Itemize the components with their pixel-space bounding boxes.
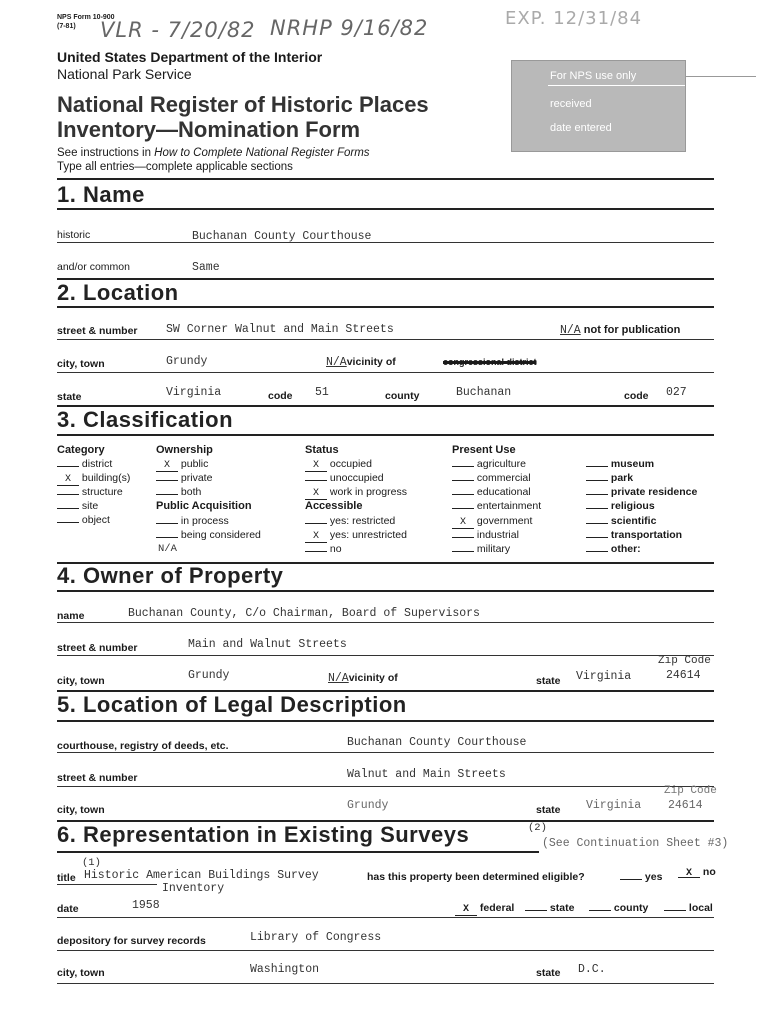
level-federal[interactable] xyxy=(455,902,514,916)
use-other-label: other: xyxy=(610,543,641,555)
status-unoccupied[interactable] xyxy=(305,472,384,484)
accessible-restricted-label: yes: restricted xyxy=(329,515,396,527)
section5-bottom-rule xyxy=(57,720,714,722)
location-street-line xyxy=(57,339,714,340)
nps-box-received: received xyxy=(550,98,592,110)
status-work-in-progress-label: work in progress xyxy=(329,486,407,498)
ownership-both-label: both xyxy=(180,486,202,498)
section1-bottom-rule xyxy=(57,208,714,210)
level-state[interactable] xyxy=(525,902,574,914)
continuation-sheet-note: (See Continuation Sheet #3) xyxy=(542,837,729,850)
category-structure[interactable] xyxy=(57,486,123,498)
handwritten-vlr-date: VLR - 7/20/82 xyxy=(100,18,256,42)
accessible-unrestricted-label: yes: unrestricted xyxy=(329,529,407,541)
checkbox-private-residence[interactable] xyxy=(586,494,608,495)
location-city-field[interactable]: Grundy xyxy=(166,355,208,368)
section4-bottom-rule xyxy=(57,590,714,592)
county-label: county xyxy=(385,390,420,402)
section1-heading: 1. Name xyxy=(57,182,145,207)
nps-box-tail-line xyxy=(686,76,756,77)
level-local[interactable] xyxy=(664,902,713,914)
checkbox-structure[interactable] xyxy=(57,494,79,495)
depository-label: depository for survey records xyxy=(57,935,206,947)
ownership-private[interactable] xyxy=(156,472,212,484)
checkbox-both[interactable] xyxy=(156,494,178,495)
checkbox-industrial[interactable] xyxy=(452,537,474,538)
checkbox-state-level[interactable] xyxy=(525,910,547,911)
location-county-field[interactable]: Buchanan xyxy=(456,386,512,399)
owner-street-line xyxy=(57,655,714,656)
form-title-line2: Inventory—Nomination Form xyxy=(57,117,361,142)
owner-zip-label: Zip Code xyxy=(658,655,711,667)
section2-heading: 2. Location xyxy=(57,280,179,305)
section2-bottom-rule xyxy=(57,306,714,308)
category-structure-label: structure xyxy=(81,486,123,498)
checkbox-scientific[interactable] xyxy=(586,523,608,524)
survey-title-line xyxy=(57,884,157,885)
eligible-no[interactable] xyxy=(678,866,716,878)
checkbox-county-level[interactable] xyxy=(589,910,611,911)
level-county-label: county xyxy=(613,902,649,914)
use-private-residence[interactable] xyxy=(586,486,697,498)
checkbox-other[interactable] xyxy=(586,551,608,552)
historic-name-field[interactable]: Buchanan County Courthouse xyxy=(192,230,372,243)
owner-vicinity-value[interactable]: N/A xyxy=(328,672,349,685)
use-agriculture[interactable] xyxy=(452,458,526,470)
state-label: state xyxy=(57,391,82,403)
section6-heading: 6. Representation in Existing Surveys xyxy=(57,822,470,847)
category-header: Category xyxy=(57,444,105,456)
category-buildings-label: building(s) xyxy=(81,472,131,484)
use-museum[interactable] xyxy=(586,458,654,470)
nps-box-date-entered: date entered xyxy=(550,122,612,134)
use-entertainment[interactable] xyxy=(452,500,541,512)
owner-vicinity-label: vicinity of xyxy=(348,672,398,684)
level-local-label: local xyxy=(688,902,713,914)
use-commercial[interactable] xyxy=(452,472,531,484)
checkbox-district[interactable] xyxy=(57,466,79,467)
section4-heading: 4. Owner of Property xyxy=(57,563,284,588)
checkbox-unoccupied[interactable] xyxy=(305,480,327,481)
not-for-publication-label: not for publication xyxy=(580,324,681,336)
checkbox-buildings[interactable]: X xyxy=(57,475,79,486)
accessible-header: Accessible xyxy=(305,500,363,512)
survey-title-field-line2[interactable]: Inventory xyxy=(162,882,225,895)
owner-zip-field[interactable]: 24614 xyxy=(666,669,701,682)
location-street-field[interactable]: SW Corner Walnut and Main Streets xyxy=(166,323,394,336)
survey-date-line xyxy=(57,917,714,918)
eligible-yes[interactable] xyxy=(620,871,662,883)
checkbox-local-level[interactable] xyxy=(664,910,686,911)
owner-state-field[interactable]: Virginia xyxy=(576,670,632,683)
state-code-label: code xyxy=(268,390,293,402)
category-buildings[interactable] xyxy=(57,472,130,486)
instructions-line1 xyxy=(57,147,370,159)
accessible-unrestricted[interactable] xyxy=(305,529,407,543)
survey-title-field[interactable]: Historic American Buildings Survey xyxy=(84,869,319,882)
owner-name-field[interactable]: Buchanan County, C/o Chairman, Board of Supervisors xyxy=(128,607,480,620)
checkbox-eligible-yes[interactable] xyxy=(620,879,642,880)
use-educational-label: educational xyxy=(476,486,531,498)
use-transportation-label: transportation xyxy=(610,529,683,541)
use-military-label: military xyxy=(476,543,511,555)
instructions-line2: Type all entries—complete applicable sections xyxy=(57,161,293,173)
checkbox-transportation[interactable] xyxy=(586,537,608,538)
historic-label: historic xyxy=(57,229,91,241)
use-industrial[interactable] xyxy=(452,529,519,541)
legal-zip-field[interactable]: 24614 xyxy=(668,799,703,812)
checkbox-work-in-progress[interactable]: X xyxy=(305,489,327,500)
legal-street-field[interactable]: Walnut and Main Streets xyxy=(347,768,506,781)
use-private-residence-label: private residence xyxy=(610,486,698,498)
checkbox-museum[interactable] xyxy=(586,466,608,467)
eligibility-question: has this property been determined eligible? xyxy=(367,871,585,883)
legal-city-label: city, town xyxy=(57,804,105,816)
instructions-guide-title: How to Complete National Register Forms xyxy=(154,147,370,159)
county-code-label: code xyxy=(624,390,649,402)
status-work-in-progress[interactable] xyxy=(305,486,407,500)
depository-city-label: city, town xyxy=(57,967,105,979)
survey-date-field[interactable]: 1958 xyxy=(132,899,160,912)
not-for-publication-value[interactable]: N/A xyxy=(560,324,581,337)
owner-city-label: city, town xyxy=(57,675,105,687)
checkbox-entertainment[interactable] xyxy=(452,508,474,509)
checkbox-accessible-no[interactable] xyxy=(305,551,327,552)
ownership-private-label: private xyxy=(180,472,213,484)
acquisition-being-considered[interactable] xyxy=(156,529,261,541)
legal-street-label: street & number xyxy=(57,772,138,784)
handwritten-nrhp-date: NRHP 9/16/82 xyxy=(270,16,429,40)
section5-heading: 5. Location of Legal Description xyxy=(57,692,407,717)
use-park-label: park xyxy=(610,472,634,484)
use-government-label: government xyxy=(476,515,533,527)
checkbox-occupied[interactable]: X xyxy=(305,461,327,472)
courthouse-field[interactable]: Buchanan County Courthouse xyxy=(347,736,527,749)
owner-vicinity xyxy=(328,672,398,685)
status-occupied[interactable] xyxy=(305,458,372,472)
acquisition-in-process[interactable] xyxy=(156,515,229,527)
ownership-public[interactable] xyxy=(156,458,208,472)
owner-city-field[interactable]: Grundy xyxy=(188,669,230,682)
checkbox-military[interactable] xyxy=(452,551,474,552)
common-name-label: and/or common xyxy=(57,261,130,273)
nps-use-only-box xyxy=(511,60,686,152)
congressional-district-label: congressional district xyxy=(443,357,537,367)
form-revision: (7-81) xyxy=(57,23,76,30)
checkbox-private[interactable] xyxy=(156,480,178,481)
use-transportation[interactable] xyxy=(586,529,682,541)
legal-street-line xyxy=(57,786,714,787)
not-for-publication xyxy=(560,324,680,337)
location-vicinity xyxy=(326,356,396,369)
use-entertainment-label: entertainment xyxy=(476,500,542,512)
owner-state-label: state xyxy=(536,675,561,687)
handwritten-expiration: EXP. 12/31/84 xyxy=(505,8,643,29)
depository-city-line xyxy=(57,983,714,984)
status-occupied-label: occupied xyxy=(329,458,372,470)
use-park[interactable] xyxy=(586,472,633,484)
use-military[interactable] xyxy=(452,543,510,555)
status-unoccupied-label: unoccupied xyxy=(329,472,384,484)
nps-box-header: For NPS use only xyxy=(550,70,637,82)
location-state-field[interactable]: Virginia xyxy=(166,386,222,399)
owner-name-label: name xyxy=(57,610,85,622)
location-city-line xyxy=(57,372,714,373)
form-number: NPS Form 10-900 xyxy=(57,14,115,21)
depository-state-field[interactable]: D.C. xyxy=(578,963,606,976)
instructions-prefix: See instructions in xyxy=(57,147,155,159)
city-town-label: city, town xyxy=(57,358,105,370)
checkbox-unrestricted[interactable]: X xyxy=(305,532,327,543)
public-acquisition-header: Public Acquisition xyxy=(156,500,252,512)
street-number-label: street & number xyxy=(57,325,138,337)
category-district-label: district xyxy=(81,458,113,470)
category-object[interactable] xyxy=(57,514,110,526)
section3-heading: 3. Classification xyxy=(57,407,234,432)
department-name: United States Department of the Interior xyxy=(57,49,323,65)
use-government[interactable] xyxy=(452,515,532,529)
checkbox-educational[interactable] xyxy=(452,494,474,495)
checkbox-federal[interactable]: X xyxy=(455,905,477,916)
use-commercial-label: commercial xyxy=(476,472,531,484)
use-religious[interactable] xyxy=(586,500,655,512)
use-scientific-label: scientific xyxy=(610,515,657,527)
legal-city-field[interactable]: Grundy xyxy=(347,799,389,812)
depository-line xyxy=(57,950,714,951)
section6-note-number: (2) xyxy=(528,822,547,834)
use-educational[interactable] xyxy=(452,486,531,498)
checkbox-commercial[interactable] xyxy=(452,480,474,481)
section6-bottom-rule xyxy=(57,851,539,853)
category-site[interactable] xyxy=(57,500,98,512)
county-code-field[interactable]: 027 xyxy=(666,386,687,399)
use-religious-label: religious xyxy=(610,500,655,512)
checkbox-restricted[interactable] xyxy=(305,523,327,524)
ownership-both[interactable] xyxy=(156,486,201,498)
level-county[interactable] xyxy=(589,902,648,914)
category-site-label: site xyxy=(81,500,99,512)
level-federal-label: federal xyxy=(479,902,515,914)
eligible-no-label: no xyxy=(702,866,716,878)
accessible-no[interactable] xyxy=(305,543,342,555)
acquisition-value[interactable]: N/A xyxy=(158,543,177,555)
owner-name-line xyxy=(57,622,714,623)
use-museum-label: museum xyxy=(610,458,655,470)
checkbox-object[interactable] xyxy=(57,522,79,523)
use-agriculture-label: agriculture xyxy=(476,458,526,470)
present-use-header: Present Use xyxy=(452,444,516,456)
legal-zip-label: Zip Code xyxy=(664,785,717,797)
eligible-yes-label: yes xyxy=(644,871,663,883)
courthouse-label: courthouse, registry of deeds, etc. xyxy=(57,740,229,752)
checkbox-eligible-no[interactable]: X xyxy=(678,871,700,878)
service-name: National Park Service xyxy=(57,66,192,82)
survey-title-number: (1) xyxy=(82,857,101,869)
acquisition-in-process-label: in process xyxy=(180,515,229,527)
depository-field[interactable]: Library of Congress xyxy=(250,931,382,944)
checkbox-in-process[interactable] xyxy=(156,523,178,524)
accessible-no-label: no xyxy=(329,543,342,555)
owner-street-field[interactable]: Main and Walnut Streets xyxy=(188,638,347,651)
section1-top-rule xyxy=(57,178,714,180)
level-state-label: state xyxy=(549,902,575,914)
checkbox-public[interactable]: X xyxy=(156,461,178,472)
category-object-label: object xyxy=(81,514,110,526)
survey-title-label: title xyxy=(57,872,76,884)
checkbox-being-considered[interactable] xyxy=(156,537,178,538)
checkbox-religious[interactable] xyxy=(586,508,608,509)
checkbox-government[interactable]: X xyxy=(452,518,474,529)
location-vicinity-value[interactable]: N/A xyxy=(326,356,347,369)
common-name-field[interactable]: Same xyxy=(192,261,220,274)
checkbox-site[interactable] xyxy=(57,508,79,509)
location-vicinity-label: vicinity of xyxy=(346,356,396,368)
state-code-field[interactable]: 51 xyxy=(315,386,329,399)
owner-street-label: street & number xyxy=(57,642,138,654)
checkbox-agriculture[interactable] xyxy=(452,466,474,467)
legal-state-label: state xyxy=(536,804,561,816)
use-other[interactable] xyxy=(586,543,641,555)
legal-state-field[interactable]: Virginia xyxy=(586,799,642,812)
status-header: Status xyxy=(305,444,339,456)
ownership-header: Ownership xyxy=(156,444,213,456)
use-scientific[interactable] xyxy=(586,515,656,527)
ownership-public-label: public xyxy=(180,458,209,470)
accessible-restricted[interactable] xyxy=(305,515,395,527)
checkbox-park[interactable] xyxy=(586,480,608,481)
historic-line xyxy=(57,242,714,243)
nps-box-divider xyxy=(548,85,685,86)
courthouse-line xyxy=(57,752,714,753)
category-district[interactable] xyxy=(57,458,112,470)
depository-city-field[interactable]: Washington xyxy=(250,963,320,976)
form-title-line1: National Register of Historic Places xyxy=(57,92,429,117)
use-industrial-label: industrial xyxy=(476,529,519,541)
section3-bottom-rule xyxy=(57,434,714,436)
acquisition-being-considered-label: being considered xyxy=(180,529,261,541)
survey-date-label: date xyxy=(57,903,79,915)
depository-state-label: state xyxy=(536,967,561,979)
